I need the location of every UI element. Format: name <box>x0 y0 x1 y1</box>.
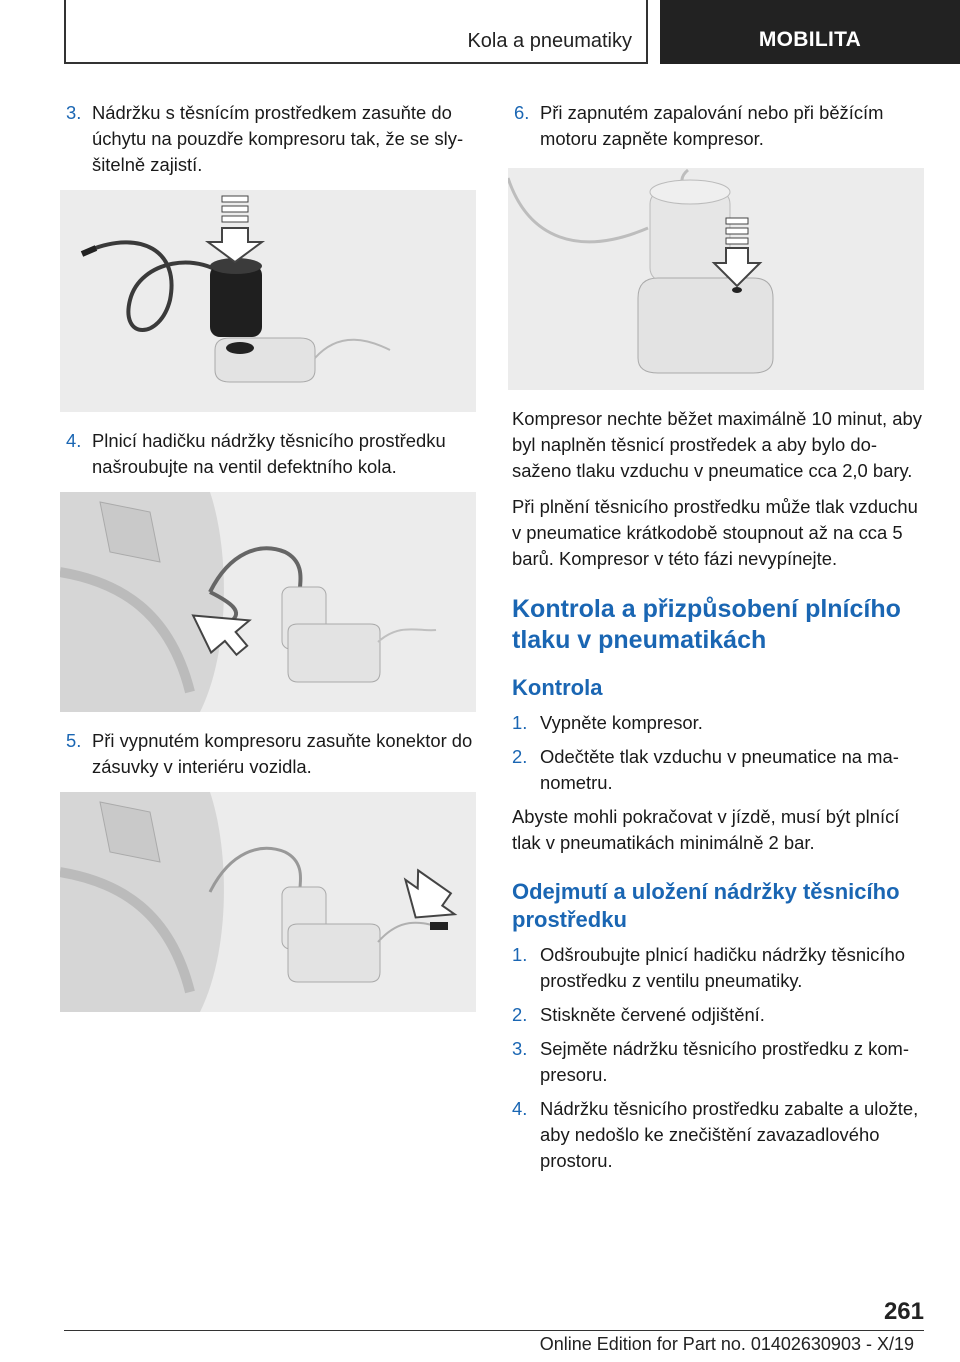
step-number: 1. <box>512 712 528 733</box>
figure-plug-connector <box>60 792 476 1012</box>
check-step-1 <box>508 710 924 736</box>
illustration-plug-into-socket <box>60 792 476 1012</box>
footer-divider <box>64 1330 924 1331</box>
step-text: Sejměte nádržku těsnicího prostředku z kompresoru. <box>540 1038 909 1085</box>
step-text: Odšroubujte plnicí hadičku nádržky těsnicího prostředku z ventilu pneumatiky. <box>540 944 905 991</box>
illustration-tank-into-compressor <box>60 190 476 412</box>
subheading-remove-store: Odejmutí a uložení nádržky těsnicího prostředku <box>512 879 900 932</box>
step-number: 2. <box>512 1004 528 1025</box>
header-section-box <box>64 0 648 64</box>
header-section-title: Kola a pneumatiky <box>467 30 632 52</box>
paragraph-pressure-rise: Při plnění těsnicího prostředku může tlak vzduchu v pneumatice krátkodobě stoupnout až na cca 5 barů. Kompresor v této fázi nevypínejte. <box>512 496 918 569</box>
remove-step-4 <box>508 1096 924 1174</box>
left-column <box>60 100 476 1012</box>
step-text: Při zapnutém zapalování nebo při běžícím motoru zapněte kompresor. <box>540 102 884 149</box>
section-heading-check-adjust: Kontrola a přizpůsobení plnícího tlaku v pneumatikách <box>512 595 901 654</box>
header-chapter-tab: MOBILITA <box>660 0 960 64</box>
paragraph-min-pressure: Abyste mohli pokračovat v jízdě, musí být plnící tlak v pneumatikách minimálně 2 bar. <box>512 806 900 853</box>
step-number: 3. <box>66 102 82 123</box>
remove-step-3 <box>508 1036 924 1088</box>
illustration-hose-to-valve <box>60 492 476 712</box>
paragraph-run-time: Kompresor nechte běžet maximálně 10 minut, aby byl naplněn těsnicí prostředek a aby bylo dosaženo tlaku vzduchu v pneumatice cca 2,0 bary. <box>512 408 922 481</box>
step-number: 4. <box>66 430 82 451</box>
illustration-compressor-switch <box>508 168 924 390</box>
check-step-2 <box>508 744 924 796</box>
step-number: 6. <box>514 102 530 123</box>
remove-step-1 <box>508 942 924 994</box>
step-4 <box>60 428 476 480</box>
right-column <box>508 100 924 1182</box>
step-6 <box>508 100 924 152</box>
footer-edition: Online Edition for Part no. 01402630903 - X/19 <box>539 1334 914 1354</box>
figure-insert-tank <box>60 190 476 412</box>
step-text: Stiskněte červené odjištění. <box>540 1004 765 1025</box>
step-text: Nádržku s těsnícím prostředkem zasuňte do úchytu na pouzdře kompresoru tak, že se slyšitelně zajistí. <box>92 102 464 175</box>
step-5 <box>60 728 476 780</box>
step-text: Odečtěte tlak vzduchu v pneumatice na manometru. <box>540 746 899 793</box>
remove-step-2 <box>508 1002 924 1028</box>
step-number: 5. <box>66 730 82 751</box>
step-text: Vypněte kompresor. <box>540 712 703 733</box>
step-number: 2. <box>512 746 528 767</box>
step-text: Při vypnutém kompresoru zasuňte konektor do zásuvky v interiéru vozidla. <box>92 730 473 777</box>
figure-switch-on-compressor <box>508 168 924 390</box>
figure-connect-valve <box>60 492 476 712</box>
subheading-check: Kontrola <box>512 675 603 700</box>
step-number: 1. <box>512 944 528 965</box>
step-text: Nádržku těsnicího prostředku zabalte a uložte, aby nedošlo ke znečištění zavazadlového prostoru. <box>540 1098 919 1171</box>
step-3 <box>60 100 476 178</box>
page-number: 261 <box>883 1298 924 1325</box>
step-text: Plnicí hadičku nádržky těsnicího prostředku našroubujte na ventil defektního kola. <box>92 430 446 477</box>
step-number: 3. <box>512 1038 528 1059</box>
step-number: 4. <box>512 1098 528 1119</box>
